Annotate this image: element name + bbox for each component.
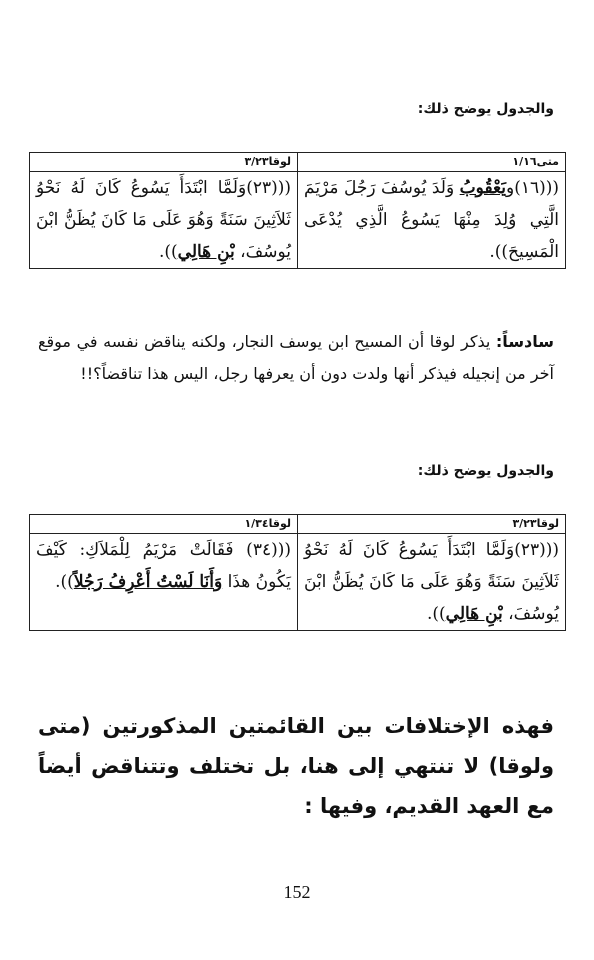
column-header-right: متى١/١٦ [298, 153, 566, 172]
verse-cell-right [298, 172, 566, 269]
column-header-right: لوقا٣/٢٣ [298, 515, 566, 534]
verse-text: (((١٦)و [505, 178, 559, 198]
verse-text: (((٢٣)وَلَمَّا ابْتَدَأَ يَسُوعُ كَانَ لَهُ نَحْوُ ثَلاَثِينَ سَنَةً وَهُوَ عَلَى مَا كَانَ يُظَنُّ ابْنَ يُوسُفَ، [36, 178, 291, 262]
paragraph-lead: سادساً: [495, 332, 554, 351]
table-row [30, 534, 566, 631]
verse-cell-left [30, 172, 298, 269]
table-caption: والجدول يوضح ذلك: [417, 101, 554, 117]
verse-underlined-text: بْنِ هَالِي [177, 242, 235, 262]
verse-text: (((٣٤) فَقَالَتْ مَرْيَمُ لِلْمَلاَكِ: كَيْفَ يَكُونُ هذَا [36, 540, 291, 592]
verse-text: )). [158, 242, 178, 262]
verse-underlined-text: يَعْقُوبُ [459, 178, 506, 198]
verse-underlined-text: بْنِ هَالِي [445, 604, 503, 624]
verse-text: )). [55, 572, 74, 592]
table-header-row [30, 153, 566, 172]
table-row [30, 172, 566, 269]
page-number: 152 [283, 882, 311, 902]
verse-text: (((٢٣)وَلَمَّا ابْتَدَأَ يَسُوعُ كَانَ لَهُ نَحْوُ ثَلاَثِينَ سَنَةً وَهُوَ عَلَى مَا كَانَ يُظَنُّ ابْنَ يُوسُفَ، [304, 540, 559, 624]
body-paragraph [38, 326, 554, 390]
table-header-row [30, 515, 566, 534]
verse-text: )). [426, 604, 446, 624]
verse-text: وَلَدَ يُوسُفَ رَجُلَ مَرْيَمَ الَّتِي وُلِدَ مِنْهَا يَسُوعُ الَّذِي يُدْعَى الْمَسِيحَ)). [304, 178, 559, 262]
comparison-table [29, 514, 566, 631]
table-caption: والجدول يوضح ذلك: [417, 463, 554, 479]
column-header-left: لوقا٣/٢٣ [30, 153, 298, 172]
verse-cell-left [30, 534, 298, 631]
closing-paragraph: فهذه الإختلافات بين القائمتين المذكورتين (متى ولوقا) لا تنتهي إلى هنا، بل تختلف وتتناقض أيضاً مع العهد القديم، وفيها : [38, 714, 554, 818]
column-header-left: لوقا١/٣٤ [30, 515, 298, 534]
comparison-table [29, 152, 566, 269]
verse-underlined-text: وَأَنَا لَسْتُ أَعْرِفُ رَجُلاً [73, 572, 223, 592]
paragraph-text: يذكر لوقا أن المسيح ابن يوسف النجار، ولكنه يناقض نفسه في موقع آخر من إنجيله فيذكر أنها ولدت دون أن يعرفها رجل، اليس هذا تناقضاً؟!! [38, 332, 554, 383]
verse-cell-right [298, 534, 566, 631]
